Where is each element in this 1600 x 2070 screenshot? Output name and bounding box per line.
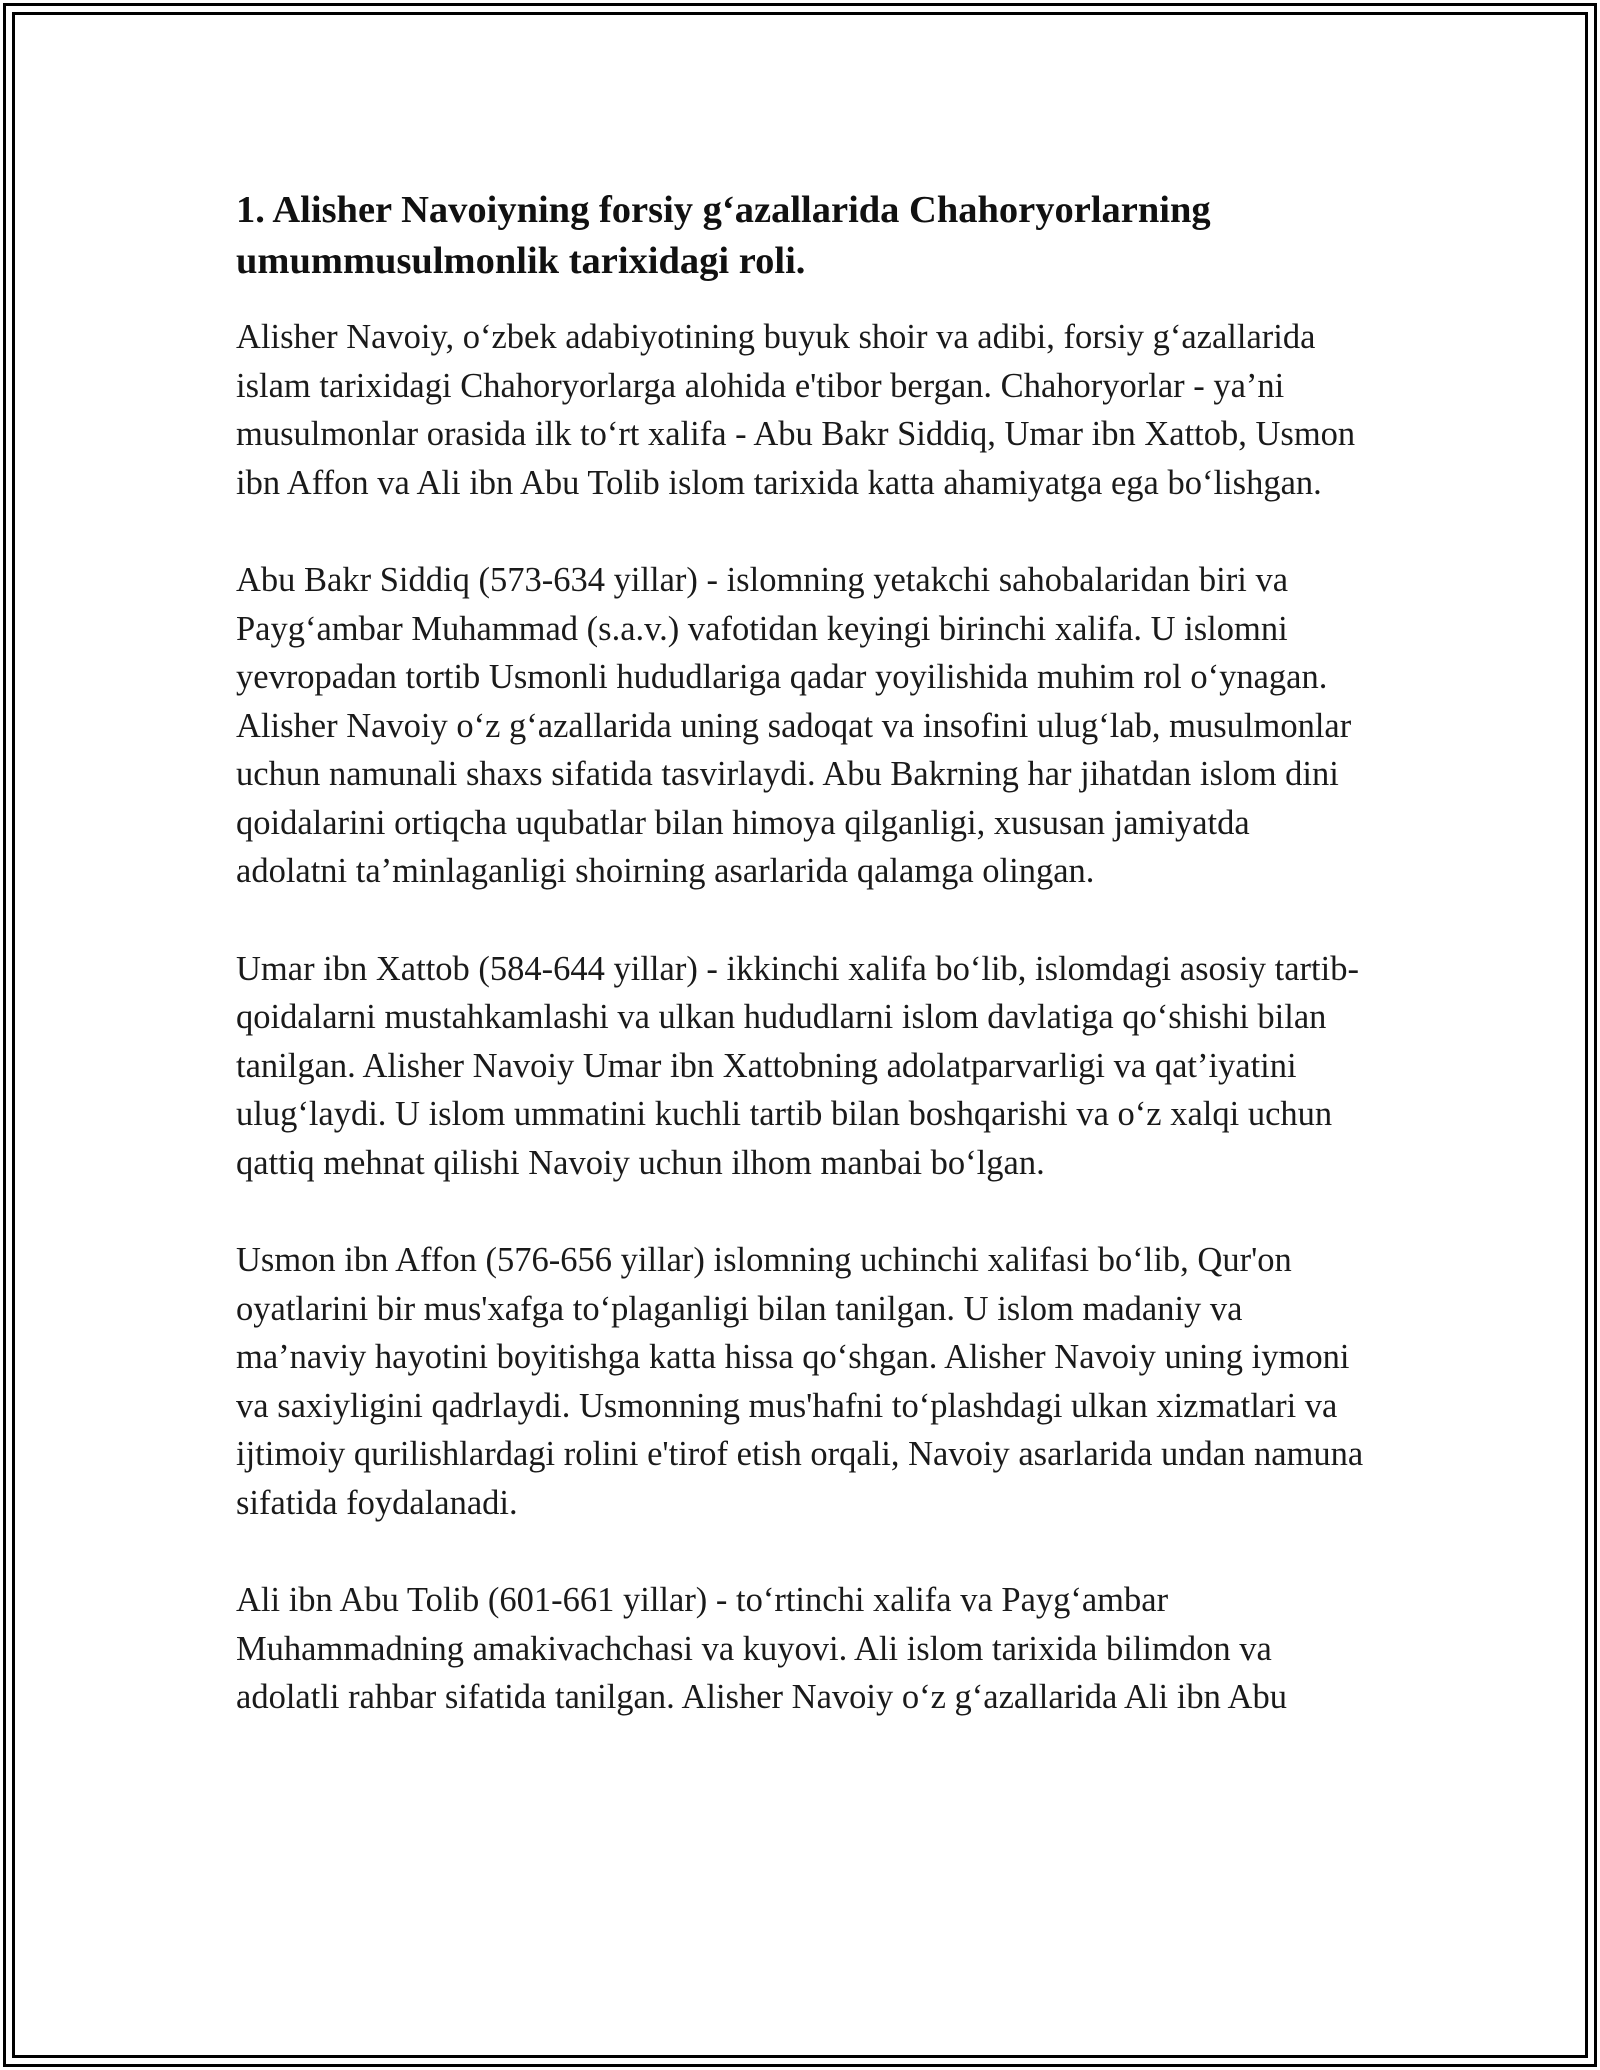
paragraph-usmon: Usmon ibn Affon (576-656 yillar) islomning uchinchi xalifasi bo‘lib, Qur'on oyatlarini bir mus'xafga to‘plaganligi bilan tanilgan. U islom madaniy va ma’naviy hayotini boyitishga katta hissa qo‘shgan. Alisher Navoiy uning iymoni va saxiyligini qadrlaydi. Usmonning mus'hafni to‘plashdagi ulkan xizmatlari va ijtimoiy qurilishlardagi rolini e'tirof etish orqali, Navoiy asarlarida undan namuna sifatida foydalanadi. [236, 1241, 1364, 1522]
section-heading: 1. Alisher Navoiyning forsiy g‘azallarida Chahoryorlarning umummusulmonlik tarixidagi roli. [236, 189, 1211, 282]
paragraph-umar: Umar ibn Xattob (584-644 yillar) - ikkinchi xalifa bo‘lib, islomdagi asosiy tartib-qoidalarni mustahkamlashi va ulkan hududlarni islom davlatiga qo‘shishi bilan tanilgan. Alisher Navoiy Umar ibn Xattobning adolatparvarligi va qat’iyatini ulug‘laydi. U islom ummatini kuchli tartib bilan boshqarishi va o‘z xalqi uchun qattiq mehnat qilishi Navoiy uchun ilhom manbai bo‘lgan. [236, 949, 1359, 1182]
document-body [236, 185, 1366, 1771]
paragraph-intro: Alisher Navoiy, o‘zbek adabiyotining buyuk shoir va adibi, forsiy g‘azallarida islam tarixidagi Chahoryorlarga alohida e'tibor bergan. Chahoryorlar - ya’ni musulmonlar orasida ilk to‘rt xalifa - Abu Bakr Siddiq, Umar ibn Xattob, Usmon ibn Affon va Ali ibn Abu Tolib islom tarixida katta ahamiyatga ega bo‘lishgan. [236, 318, 1356, 502]
paragraph-abu-bakr: Abu Bakr Siddiq (573-634 yillar) - islomning yetakchi sahobalaridan biri va Payg‘ambar Muhammad (s.a.v.) vafotidan keyingi birinchi xalifa. U islomni yevropadan tortib Usmonli hududlariga qadar yoyilishida muhim rol o‘ynagan. Alisher Navoiy o‘z g‘azallarida uning sadoqat va insofini ulug‘lab, musulmonlar uchun namunali shaxs sifatida tasvirlaydi. Abu Bakrning har jihatdan islom dini qoidalarini ortiqcha uqubatlar bilan himoya qilganligi, xususan jamiyatda adolatni ta’minlaganligi shoirning asarlarida qalamga olingan. [236, 561, 1352, 890]
paragraph-ali: Ali ibn Abu Tolib (601-661 yillar) - to‘rtinchi xalifa va Payg‘ambar Muhammadning amakivachchasi va kuyovi. Ali islom tarixida bilimdon va adolatli rahbar sifatida tanilgan. Alisher Navoiy o‘z g‘azallarida Ali ibn Abu [236, 1581, 1287, 1716]
